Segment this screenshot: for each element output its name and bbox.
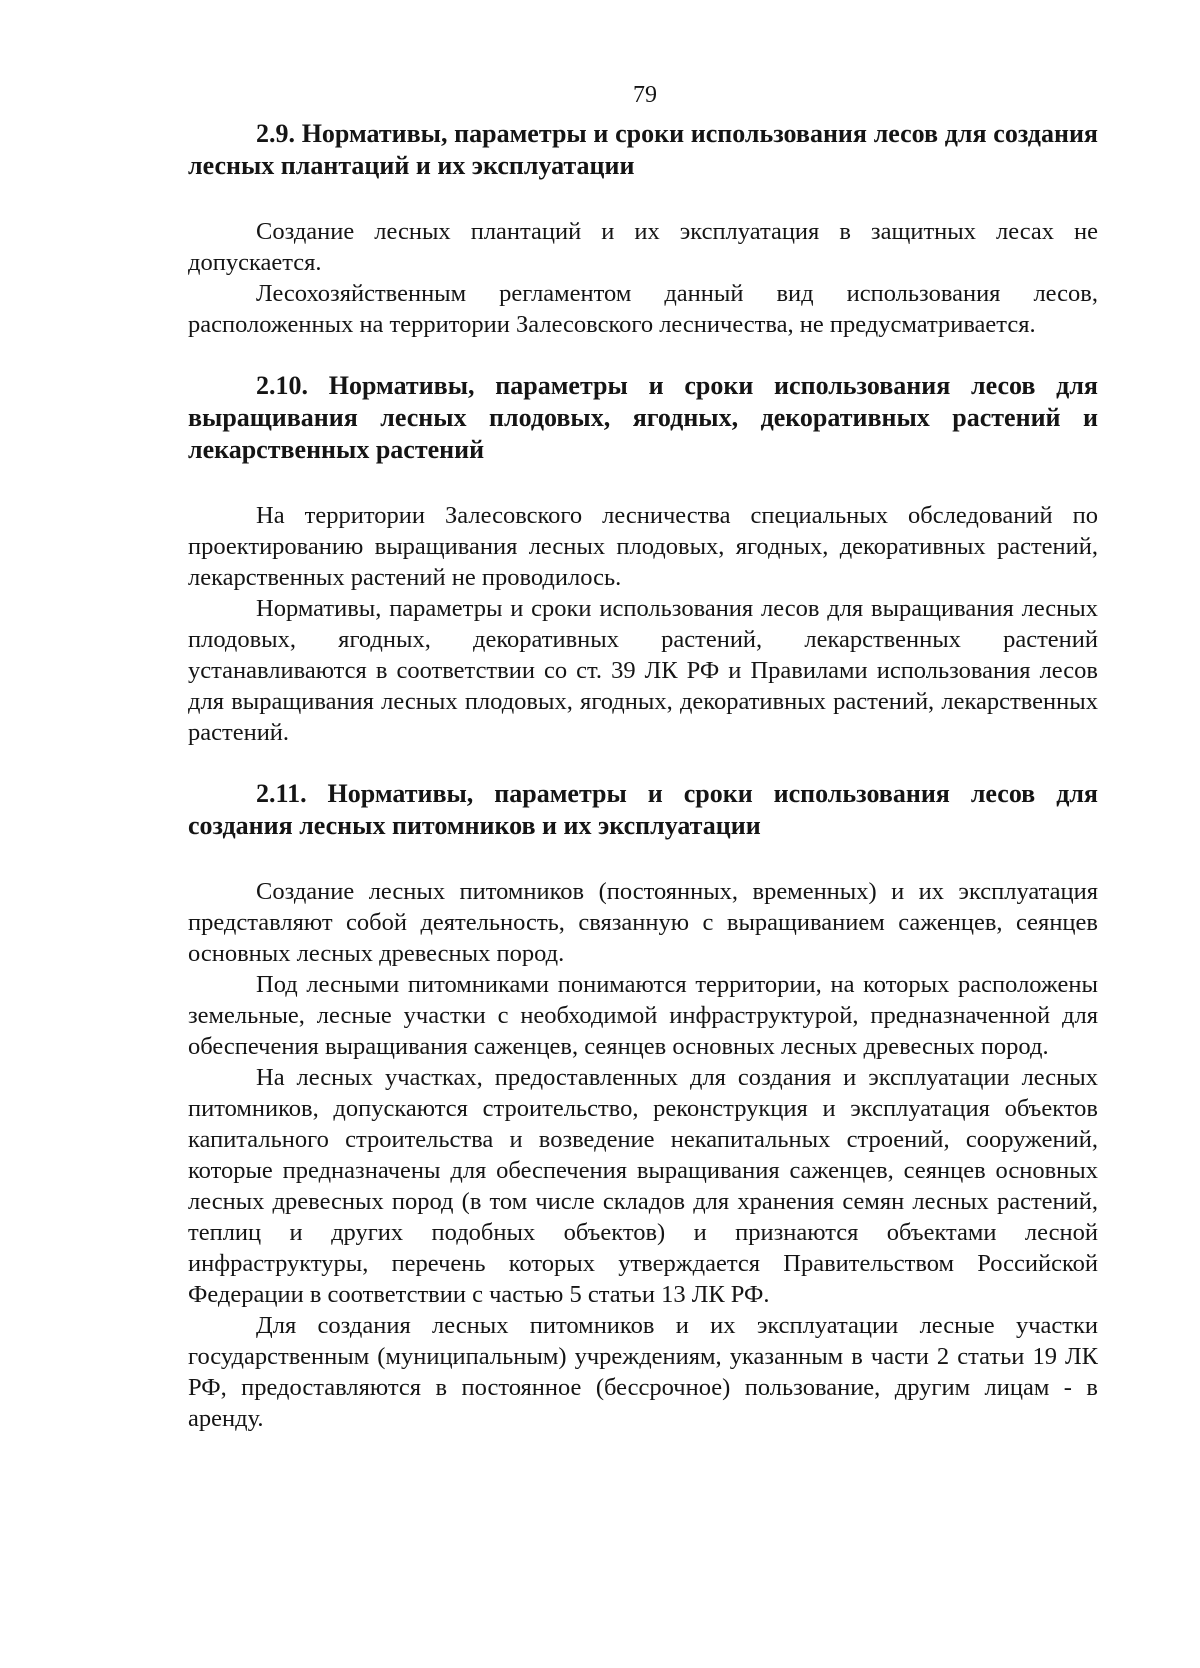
paragraph: Лесохозяйственным регламентом данный вид использования лесов, расположенных на территории Залесовского лесничества, не предусматривается. (188, 280, 1098, 338)
paragraph: На территории Залесовского лесничества специальных обследований по проектированию выращивания лесных плодовых, ягодных, декоративных растений, лекарственных растений не проводилось. (188, 502, 1098, 591)
section-2-11 (188, 778, 1098, 1434)
paragraph: Нормативы, параметры и сроки использования лесов для выращивания лесных плодовых, ягодных, декоративных растений, лекарственных растений устанавливаются в соответствии со ст. 39 ЛК РФ и Правилами использования лесов для выращивания лесных плодовых, ягодных, декоративных растений, лекарственных растений. (188, 595, 1098, 746)
section-heading: 2.10. Нормативы, параметры и сроки использования лесов для выращивания лесных плодовых, ягодных, декоративных растений и лекарственных растений (188, 371, 1098, 464)
section-2-9 (188, 118, 1098, 340)
paragraph: Под лесными питомниками понимаются территории, на которых расположены земельные, лесные участки с необходимой инфраструктурой, предназначенной для обеспечения выращивания саженцев, сеянцев основных лесных древесных пород. (188, 971, 1098, 1060)
paragraph: Для создания лесных питомников и их эксплуатации лесные участки государственным (муниципальным) учреждениям, указанным в части 2 статьи 19 ЛК РФ, предоставляются в постоянное (бессрочное) пользование, другим лицам - в аренду. (188, 1312, 1098, 1432)
page-number: 79 (633, 82, 657, 108)
section-heading: 2.9. Нормативы, параметры и сроки использования лесов для создания лесных плантаций и их эксплуатации (188, 119, 1098, 180)
section-heading: 2.11. Нормативы, параметры и сроки использования лесов для создания лесных питомников и их эксплуатации (188, 779, 1098, 840)
document-body (188, 118, 1098, 1434)
section-2-10 (188, 370, 1098, 748)
paragraph: На лесных участках, предоставленных для создания и эксплуатации лесных питомников, допускаются строительство, реконструкция и эксплуатация объектов капитального строительства и возведение некапитальных строений, сооружений, которые предназначены для обеспечения выращивания саженцев, сеянцев основных лесных древесных пород (в том числе складов для хранения семян лесных растений, теплиц и других подобных объектов) и признаются объектами лесной инфраструктуры, перечень которых утверждается Правительством Российской Федерации в соответствии с частью 5 статьи 13 ЛК РФ. (188, 1064, 1098, 1308)
paragraph: Создание лесных питомников (постоянных, временных) и их эксплуатация представляют собой деятельность, связанную с выращиванием саженцев, сеянцев основных лесных древесных пород. (188, 878, 1098, 967)
paragraph: Создание лесных плантаций и их эксплуатация в защитных лесах не допускается. (188, 218, 1098, 276)
